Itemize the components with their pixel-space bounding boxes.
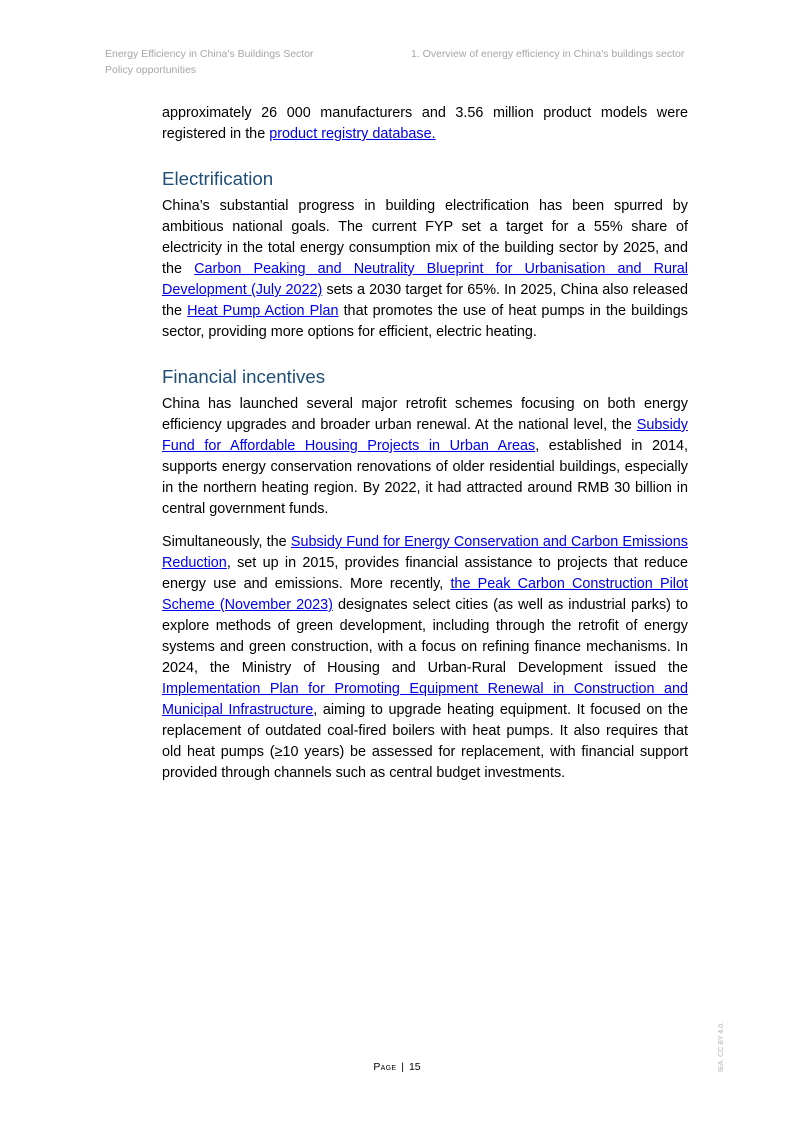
page-body <box>162 103 688 784</box>
section-heading-financial-incentives: Financial incentives <box>162 366 326 387</box>
electrification-paragraph: China’s substantial progress in building electrification has been spurred by ambitious national goals. The current FYP set a target for a 55% share of electricity in the total energy consumption mix of the building sector by 2025, and the Carbon Peaking and Neutrality Blueprint for Urbanisation and Rural Development (July 2022) sets a 2030 target for 65%. In 2025, China also released the Heat Pump Action Plan that promotes the use of heat pumps in the buildings sector, providing more options for efficient, electric heating. <box>162 198 688 340</box>
page-footer <box>0 1061 794 1073</box>
affordable-housing-fund-link[interactable]: Subsidy Fund for Affordable Housing Projects in Urban Areas <box>162 417 688 454</box>
section-heading-electrification: Electrification <box>162 168 274 189</box>
equipment-renewal-plan-link[interactable]: Implementation Plan for Promoting Equipment Renewal in Construction and Municipal Infrastructure <box>162 681 688 718</box>
header-chapter-title: 1. Overview of energy efficiency in China’s buildings sector <box>411 48 685 60</box>
license-notice: IEA. CC BY 4.0. <box>718 1021 725 1072</box>
energy-conservation-fund-link[interactable]: Subsidy Fund for Energy Conservation and Carbon Emissions Reduction <box>162 534 688 571</box>
financial-paragraph-1: China has launched several major retrofit schemes focusing on both energy efficiency upgrades and broader urban renewal. At the national level, the Subsidy Fund for Affordable Housing Projects in Urban Areas, established in 2014, supports energy conservation renovations of older residential buildings, especially in the northern heating region. By 2022, it had attracted around RMB 30 billion in central government funds. <box>162 396 688 517</box>
running-header-left <box>105 46 314 78</box>
blueprint-link[interactable]: Carbon Peaking and Neutrality Blueprint for Urbanisation and Rural Development (July 2022) <box>162 261 688 298</box>
peak-carbon-pilot-link[interactable]: the Peak Carbon Construction Pilot Scheme (November 2023) <box>162 576 688 613</box>
page-label: Page <box>373 1061 397 1073</box>
page-separator: | <box>401 1061 405 1073</box>
intro-paragraph <box>162 103 688 145</box>
page-number: 15 <box>408 1061 421 1073</box>
heat-pump-action-plan-link[interactable]: Heat Pump Action Plan <box>187 303 339 319</box>
product-registry-link[interactable]: product registry database. <box>269 126 436 142</box>
header-report-title: Energy Efficiency in China’s Buildings Sector <box>105 48 314 60</box>
financial-paragraph-2: Simultaneously, the Subsidy Fund for Energy Conservation and Carbon Emissions Reduction, set up in 2015, provides financial assistance to projects that reduce energy use and emissions. More recently, the Peak Carbon Construction Pilot Scheme (November 2023) designates select cities (as well as industrial parks) to explore methods of green development, including through the retrofit of energy systems and green construction, with a focus on refining finance mechanisms. In 2024, the Ministry of Housing and Urban-Rural Development issued the Implementation Plan for Promoting Equipment Renewal in Construction and Municipal Infrastructure, aiming to upgrade heating equipment. It focused on the replacement of outdated coal-fired boilers with heat pumps. It also requires that old heat pumps (≥10 years) be assessed for replacement, with financial support provided through channels such as central budget investments. <box>162 534 688 781</box>
header-report-subtitle: Policy opportunities <box>105 64 197 76</box>
intro-text: approximately 26 000 manufacturers and 3.56 million product models were registered in the <box>162 105 688 142</box>
